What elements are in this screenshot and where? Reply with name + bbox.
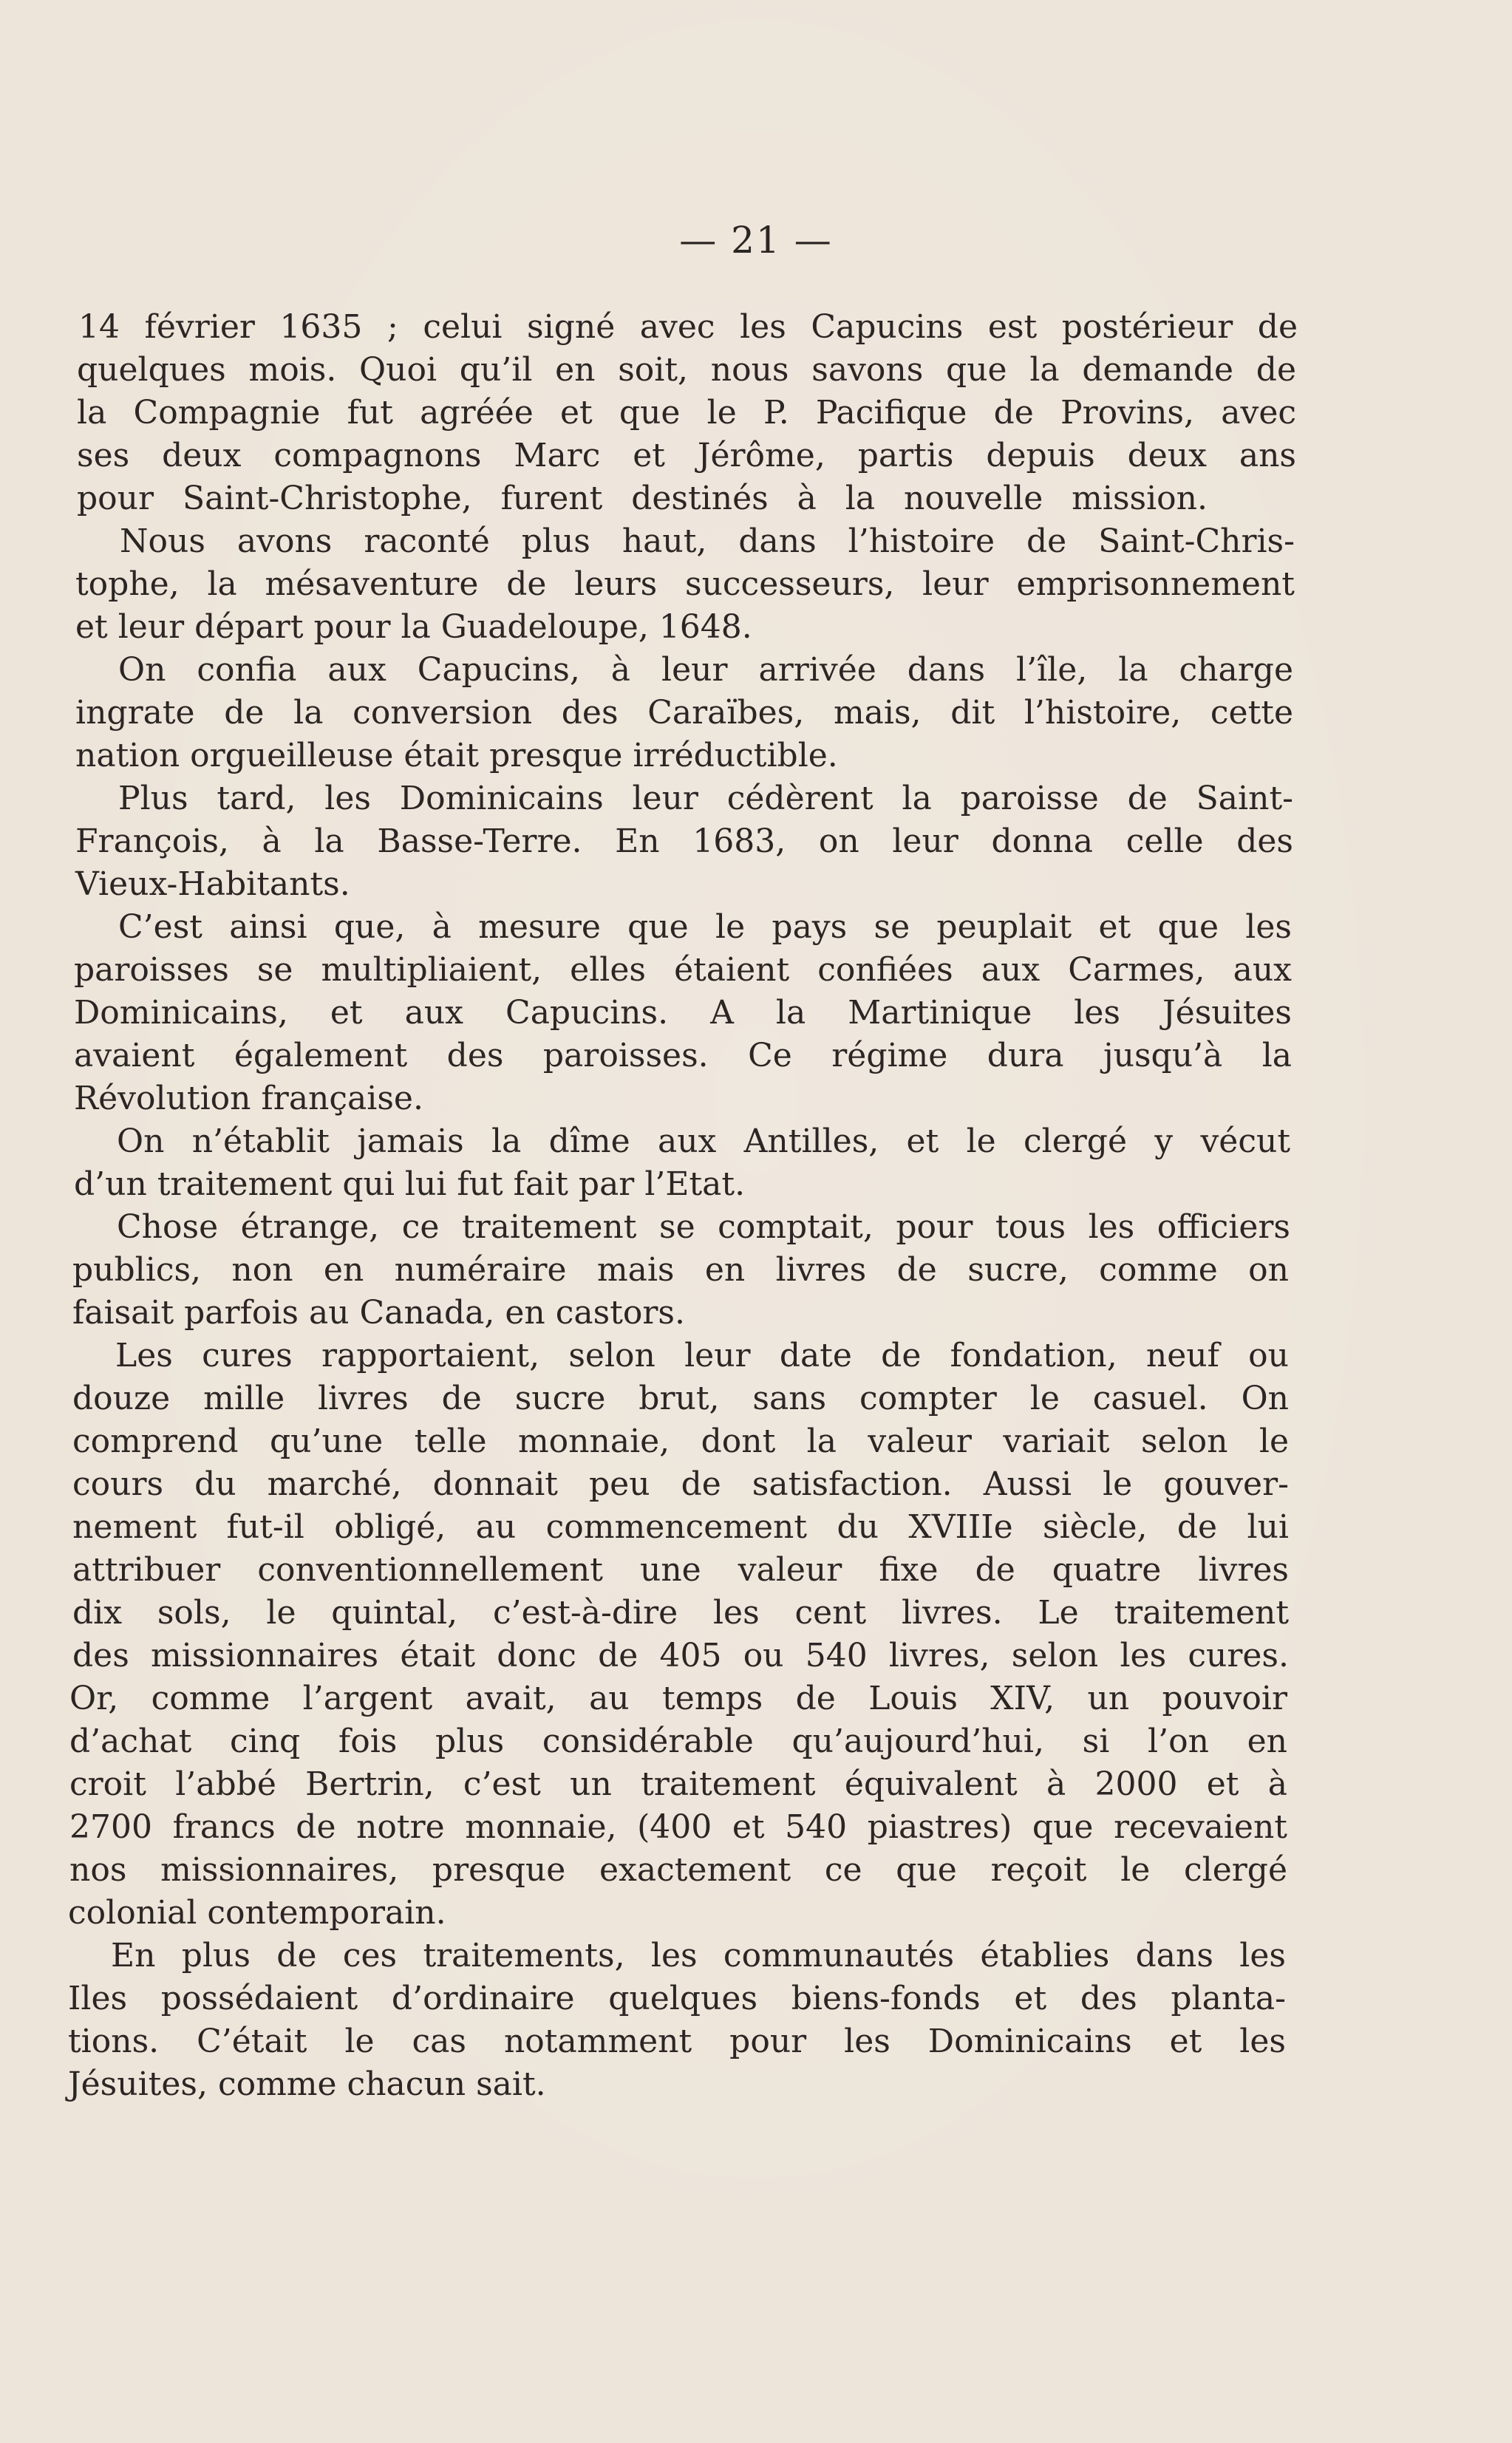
text-line: tions. C’était le cas notamment pour les Dominicains et les	[68, 2023, 1286, 2060]
text-line: Les cures rapportaient, selon leur date de fondation, neuf ou	[115, 1337, 1289, 1374]
text-line: nos missionnaires, presque exactement ce que reçoit le clergé	[69, 1851, 1287, 1889]
text-line: Jésuites, comme chacun sait.	[68, 2065, 546, 2103]
text-line: On n’établit jamais la dîme aux Antilles, et le clergé y vécut	[117, 1122, 1290, 1160]
text-line: Dominicains, et aux Capucins. A la Martinique les Jésuites	[74, 994, 1292, 1032]
text-line: C’est ainsi que, à mesure que le pays se peuplait et que les	[118, 908, 1292, 946]
text-line: des missionnaires était donc de 405 ou 540 livres, selon les cures.	[72, 1637, 1289, 1674]
text-line: d’achat cinq fois plus considérable qu’aujourd’hui, si l’on en	[69, 1723, 1287, 1760]
text-line: avaient également des paroisses. Ce régime dura jusqu’à la	[74, 1037, 1292, 1074]
text-line: Chose étrange, ce traitement se comptait, pour tous les officiers	[117, 1208, 1290, 1246]
text-line: On confia aux Capucins, à leur arrivée dans l’île, la charge	[118, 651, 1293, 689]
text-line: 2700 francs de notre monnaie, (400 et 540 piastres) que recevaient	[69, 1808, 1287, 1846]
text-line: Or, comme l’argent avait, au temps de Louis XIV, un pouvoir	[69, 1680, 1287, 1717]
text-line: ses deux compagnons Marc et Jérôme, partis depuis deux ans	[77, 437, 1296, 474]
text-line: ingrate de la conversion des Caraïbes, mais, dit l’histoire, cette	[75, 694, 1293, 732]
text-line: dix sols, le quintal, c’est-à-dire les cent livres. Le traitement	[72, 1594, 1289, 1632]
text-line: colonial contemporain.	[68, 1894, 446, 1932]
text-line: faisait parfois au Canada, en castors.	[72, 1294, 685, 1332]
text-line: la Compagnie fut agréée et que le P. Pacifique de Provins, avec	[77, 394, 1296, 432]
text-line: croit l’abbé Bertrin, c’est un traitement équivalent à 2000 et à	[69, 1765, 1287, 1803]
text-line: Vieux-Habitants.	[75, 865, 350, 903]
text-line: Iles possédaient d’ordinaire quelques biens-fonds et des planta-	[68, 1980, 1286, 2017]
text-line: François, à la Basse-Terre. En 1683, on leur donna celle des	[75, 822, 1293, 860]
text-line: attribuer conventionnellement une valeur fixe de quatre livres	[72, 1551, 1289, 1589]
text-line: douze mille livres de sucre brut, sans compter le casuel. On	[72, 1380, 1289, 1417]
text-line: Nous avons raconté plus haut, dans l’histoire de Saint-Chris-	[120, 522, 1295, 560]
text-line: quelques mois. Quoi qu’il en soit, nous savons que la demande de	[77, 351, 1296, 389]
text-line: d’un traitement qui lui fut fait par l’Etat.	[74, 1165, 746, 1203]
page-number: — 21 —	[679, 219, 833, 262]
text-line: nation orgueilleuse était presque irréductible.	[75, 737, 838, 774]
text-line: tophe, la mésaventure de leurs successeurs, leur emprisonnement	[75, 565, 1295, 603]
text-line: et leur départ pour la Guadeloupe, 1648.	[75, 608, 752, 646]
text-line: Révolution française.	[74, 1080, 423, 1117]
text-line: nement fut-il obligé, au commencement du XVIIIe siècle, de lui	[72, 1508, 1289, 1546]
text-line: paroisses se multipliaient, elles étaient confiées aux Carmes, aux	[74, 951, 1292, 989]
text-line: Plus tard, les Dominicains leur cédèrent la paroisse de Saint-	[118, 780, 1293, 817]
text-line: pour Saint-Christophe, furent destinés à la nouvelle mission.	[77, 480, 1208, 517]
text-line: 14 février 1635 ; celui signé avec les Capucins est postérieur de	[78, 308, 1298, 346]
text-line: publics, non en numéraire mais en livres de sucre, comme on	[72, 1251, 1289, 1289]
text-line: cours du marché, donnait peu de satisfaction. Aussi le gouver-	[72, 1465, 1289, 1503]
text-line: comprend qu’une telle monnaie, dont la valeur variait selon le	[72, 1422, 1289, 1460]
text-line: En plus de ces traitements, les communautés établies dans les	[111, 1937, 1286, 1974]
